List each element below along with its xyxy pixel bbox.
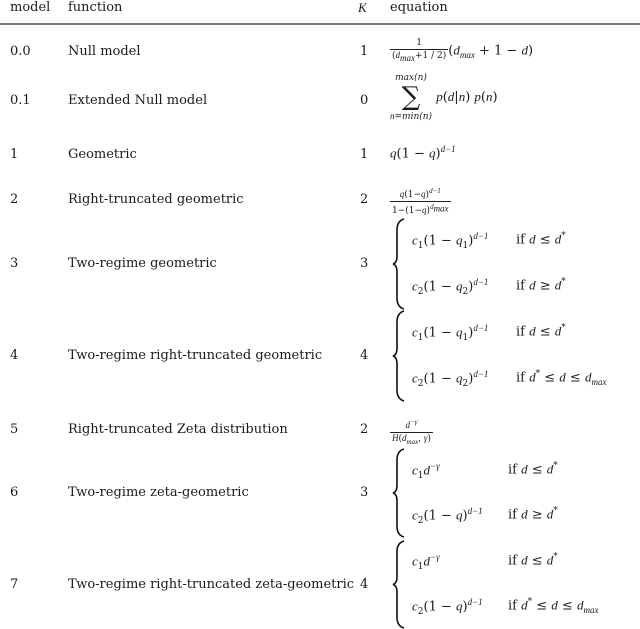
- header-function: function: [68, 0, 123, 15]
- row-2-equation: $\frac{q(1-q)^{d-1}}{1-(1-q)^{d_{max}}}$: [392, 187, 449, 216]
- header-rule: [0, 23, 640, 25]
- row-4-equation: $c_1(1 - q_1)^{d-1}$ if d ≤ d* $c_2(1 - q_2)^{d-1}$ if $d^* \le d \le d_{max}$: [392, 310, 606, 402]
- header-equation: equation: [390, 0, 448, 15]
- row-7-function: Two-regime right-truncated zeta-geometric: [68, 577, 355, 592]
- row-3-model: 3: [10, 256, 19, 271]
- header-k: K: [358, 0, 367, 15]
- left-brace-icon: [392, 540, 406, 629]
- row-0-0-model: 0.0: [10, 44, 31, 59]
- row-1-function: Geometric: [68, 147, 137, 162]
- row-0-1-k: 0: [360, 93, 369, 108]
- row-4-function: Two-regime right-truncated geometric: [68, 348, 323, 363]
- row-3-function: Two-regime geometric: [68, 256, 217, 271]
- row-6-equation: $c_1d^{-\gamma}$ if d ≤ d* $c_2(1 - q)^{d-1}$ if d ≥ d*: [392, 448, 558, 538]
- row-0-1-function: Extended Null model: [68, 93, 208, 108]
- left-brace-icon: [392, 310, 406, 402]
- row-3-k: 3: [360, 256, 369, 271]
- row-6-function: Two-regime zeta-geometric: [68, 485, 249, 500]
- row-1-equation: $q(1 - q)^{d-1}$: [390, 144, 456, 162]
- row-2-k: 2: [360, 192, 369, 207]
- row-0-1-equation: max(n) ∑ n=min(n) p(d|n) p(n): [390, 73, 498, 122]
- row-6-k: 3: [360, 485, 369, 500]
- row-2-model: 2: [10, 192, 19, 207]
- row-3-equation: $c_1(1 - q_1)^{d-1}$ if d ≤ d* $c_2(1 - q_2)^{d-1}$ if d ≥ d*: [392, 218, 566, 310]
- row-6-model: 6: [10, 485, 19, 500]
- row-5-equation: $\frac{d^{-\gamma}}{H(d_{max}, \gamma)}$: [392, 418, 431, 446]
- row-5-function: Right-truncated Zeta distribution: [68, 422, 288, 437]
- row-0-0-equation: $\frac{1}{(d_{max}+1 / 2)}$ $(d_{max} + 1 - d)$: [392, 38, 534, 63]
- row-5-k: 2: [360, 422, 369, 437]
- row-1-k: 1: [360, 147, 369, 162]
- row-7-k: 4: [360, 577, 369, 592]
- row-7-model: 7: [10, 577, 19, 592]
- row-0-0-function: Null model: [68, 44, 141, 59]
- left-brace-icon: [392, 448, 406, 538]
- row-4-model: 4: [10, 348, 19, 363]
- row-1-model: 1: [10, 147, 19, 162]
- row-7-equation: $c_1d^{-\gamma}$ if d ≤ d* $c_2(1 - q)^{d-1}$ if $d^* \le d \le d_{max}$: [392, 540, 598, 629]
- row-0-1-model: 0.1: [10, 93, 31, 108]
- row-4-k: 4: [360, 348, 369, 363]
- header-model: model: [10, 0, 51, 15]
- row-0-0-k: 1: [360, 44, 369, 59]
- left-brace-icon: [392, 218, 406, 310]
- row-2-function: Right-truncated geometric: [68, 192, 244, 207]
- row-5-model: 5: [10, 422, 19, 437]
